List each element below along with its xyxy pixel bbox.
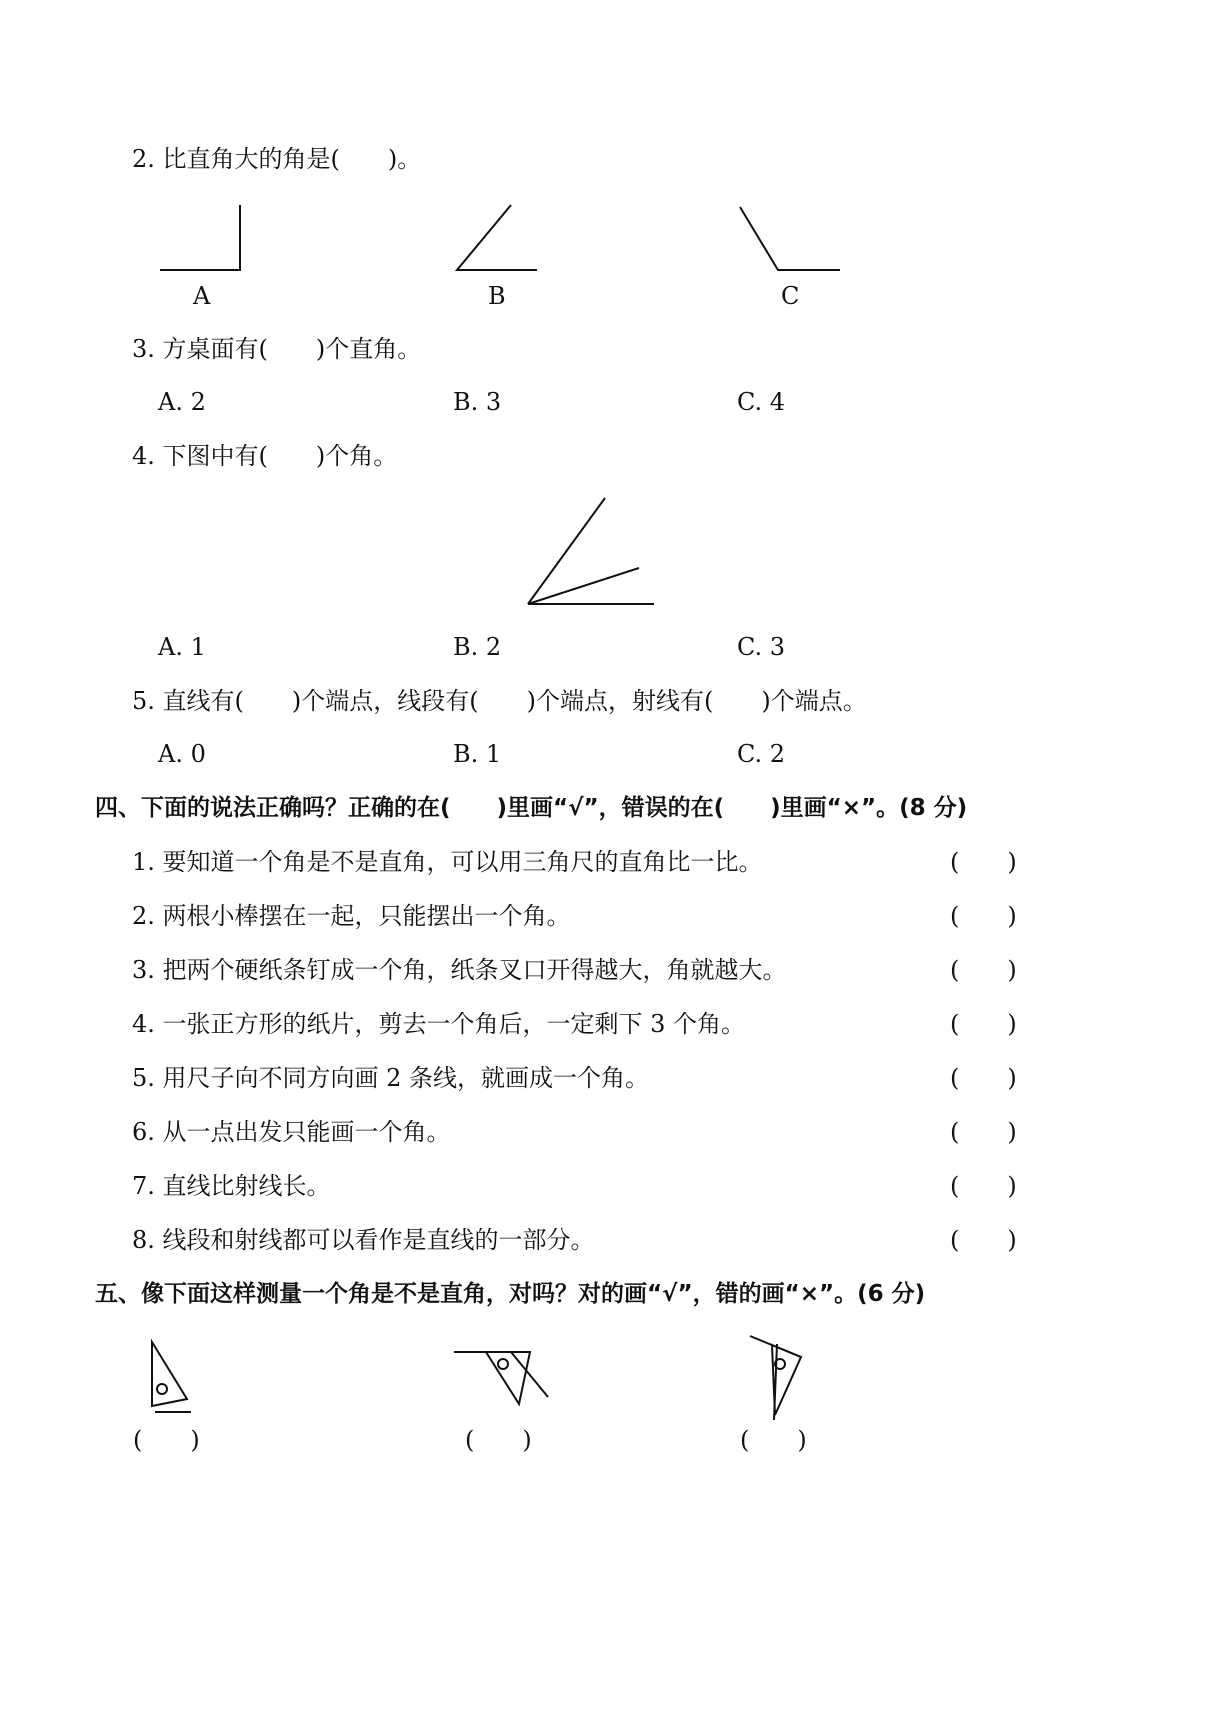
s4-item-8: 8. 线段和射线都可以看作是直线的一部分。	[132, 1226, 595, 1254]
s5-answer-blank-3[interactable]: ( )	[740, 1426, 807, 1454]
s4-answer-blank-8[interactable]: ( )	[950, 1226, 1017, 1254]
s5-answer-blank-2[interactable]: ( )	[465, 1426, 532, 1454]
s4-item-4: 4. 一张正方形的纸片，剪去一个角后，一定剩下 3 个角。	[132, 1010, 746, 1038]
q2-label-a: A	[193, 282, 211, 310]
s4-item-5: 5. 用尺子向不同方向画 2 条线，就画成一个角。	[132, 1064, 650, 1092]
s5-figure-3	[750, 1336, 801, 1420]
q5-option-a: A. 0	[158, 740, 206, 768]
s5-figure-2	[454, 1352, 548, 1404]
s4-item-1: 1. 要知道一个角是不是直角，可以用三角尺的直角比一比。	[132, 848, 763, 876]
q2-label-b: B	[488, 282, 506, 310]
fig2-set-square-hole	[498, 1359, 508, 1369]
s4-answer-blank-1[interactable]: ( )	[950, 848, 1017, 876]
q4-option-b: B. 2	[453, 633, 502, 661]
q3-option-b: B. 3	[453, 388, 502, 416]
q3-stem: 3. 方桌面有( )个直角。	[132, 335, 422, 363]
q3-option-a: A. 2	[158, 388, 206, 416]
q3-option-c: C. 4	[737, 388, 786, 416]
s4-item-6: 6. 从一点出发只能画一个角。	[132, 1118, 451, 1146]
q5-option-b: B. 1	[453, 740, 502, 768]
q4-stem: 4. 下图中有( )个角。	[132, 442, 398, 470]
fig2-set-square	[486, 1352, 530, 1404]
s4-answer-blank-2[interactable]: ( )	[950, 902, 1017, 930]
s4-answer-blank-3[interactable]: ( )	[950, 956, 1017, 984]
s4-answer-blank-7[interactable]: ( )	[950, 1172, 1017, 1200]
s4-item-2: 2. 两根小棒摆在一起，只能摆出一个角。	[132, 902, 571, 930]
s4-answer-blank-6[interactable]: ( )	[950, 1118, 1017, 1146]
s4-item-7: 7. 直线比射线长。	[132, 1172, 331, 1200]
section4-title: 四、下面的说法正确吗？正确的在( )里画“√”，错误的在( )里画“×”。(8 分)	[95, 795, 968, 821]
s4-answer-blank-4[interactable]: ( )	[950, 1010, 1017, 1038]
s4-answer-blank-5[interactable]: ( )	[950, 1064, 1017, 1092]
q2-stem: 2. 比直角大的角是( )。	[132, 145, 422, 173]
q5-option-c: C. 2	[737, 740, 786, 768]
q2-label-c: C	[781, 282, 800, 310]
q4-option-c: C. 3	[737, 633, 786, 661]
fig1-set-square-hole	[157, 1384, 167, 1394]
s4-item-3: 3. 把两个硬纸条钉成一个角，纸条叉口开得越大，角就越大。	[132, 956, 787, 984]
section5-title: 五、像下面这样测量一个角是不是直角，对吗？对的画“√”，错的画“×”。(6 分)	[95, 1281, 926, 1307]
q5-stem: 5. 直线有( )个端点，线段有( )个端点，射线有( )个端点。	[132, 687, 867, 715]
s5-answer-blank-1[interactable]: ( )	[133, 1426, 200, 1454]
fig1-set-square	[152, 1342, 187, 1406]
q4-option-a: A. 1	[158, 633, 206, 661]
s5-figure-1	[152, 1342, 191, 1412]
